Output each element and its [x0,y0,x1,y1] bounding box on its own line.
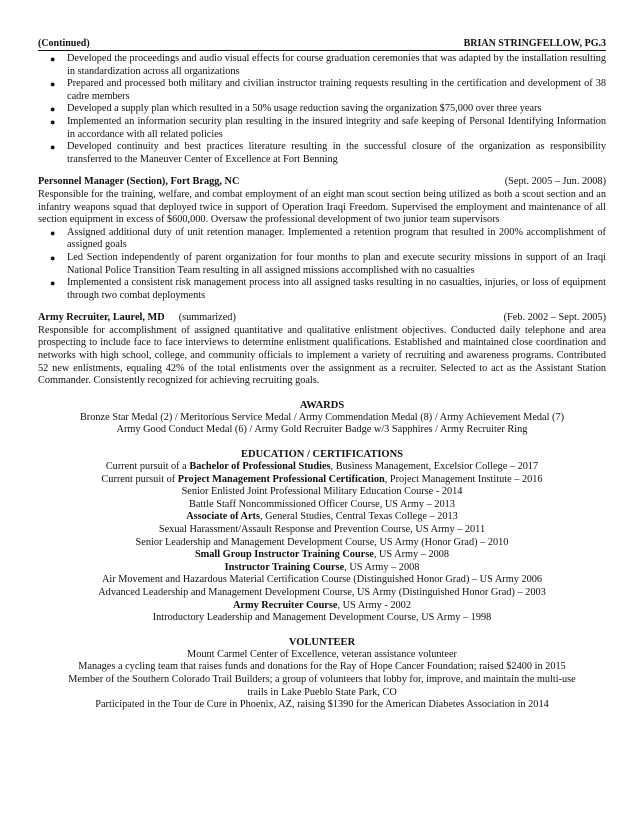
education-list [38,461,606,625]
job1-bullet-list [38,227,606,303]
job-title: Army Recruiter, Laurel, MD (summarized) [38,312,236,324]
job-dates: (Feb. 2002 – Sept. 2005) [503,312,606,324]
education-line: Air Movement and Hazardous Material Certification Course (Distinguished Honor Grad) – US Army 2006 [101,574,543,586]
education-title: EDUCATION / CERTIFICATIONS [240,449,404,461]
list-item: ● Developed a supply plan which resulted in a 50% usage reduction saving the organization $75,000 over three years [50,103,542,115]
education-line: Advanced Leadership and Management Development Course, US Army (Distinguished Honor Grad) – 2003 [98,586,546,598]
job-heading-personnel-manager [38,176,606,189]
bullet-icon: ● [50,227,56,238]
award-line: Bronze Star Medal (2) / Meritorious Service Medal / Army Commendation Medal (8) / Army Achievement Medal (7) [79,411,565,423]
bullet-icon: ● [50,54,56,64]
education-line: Current pursuit of a Bachelor of Professional Studies, Business Management, Excelsior College – 2017 [105,461,539,473]
job-heading-army-recruiter [38,312,606,325]
education-line: Army Recruiter Course, US Army - 2002 [233,599,411,611]
continued-bullet-list [38,53,606,166]
list-item: ● Prepared and processed both military and civilian instructor training requests resulting in the certification and development of 38 cadre members [50,78,606,102]
volunteer-line: Manages a cycling team that raises funds and donations for the Ray of Hope Cancer Foundation; raised $2400 in 2015 [78,661,566,673]
awards-title: AWARDS [299,399,345,411]
volunteer-line: Participated in the Tour de Cure in Phoenix, AZ, raising $1390 for the American Diabetes Association in 2014 [95,699,549,711]
volunteer-title: VOLUNTEER [288,636,356,648]
volunteer-line: Mount Carmel Center of Excellence, veteran assistance volunteer [187,648,457,660]
education-line: Battle Staff Noncommissioned Officer Course, US Army – 2013 [189,498,455,510]
job-description: Responsible for accomplishment of assigned quantitative and qualitative enlistment objectives. Conducted daily telephone and area prospecting to include face to face interviews to determine enlistment qualifications. Established and maintained close coordination and networks with high school, college, and community officials to implement a variety of recruiting and awareness programs. Contributed 52 new enlistments, equaling 42% of the total enlistments over the assignment as a recruiter. Selected to act as the Assistant Station Commander. Consistently recognized for achieving recruiting goals. [38,324,606,387]
bullet-icon: ● [50,104,56,115]
job-dates: (Sept. 2005 – Jun. 2008) [504,176,606,188]
list-item: ● Implemented an information security plan resulting in the insured integrity and safe keeping of Personal Identifying Information in accordance with all related policies [50,115,606,140]
list-item: ● Developed continuity and best practices literature resulting in the successful closure of the organization as responsibility transferred to the Maneuver Center of Excellence at Fort Benning [50,141,606,165]
education-line: Sexual Harassment/Assault Response and Prevention Course, US Army – 2011 [158,524,486,535]
bullet-icon: ● [50,116,56,127]
list-item: ● Developed the proceedings and audio visual effects for course graduation ceremonies that was adapted by the installation resulting in standardization across all organizations [50,53,606,77]
volunteer-line: Member of the Southern Colorado Trail Builders; a group of volunteers that lobby for, improve, and maintain the multi-use [68,673,576,685]
education-line: Instructor Training Course, US Army – 2008 [224,561,420,573]
education-line: Introductory Leadership and Management Development Course, US Army – 1998 [152,612,492,624]
education-line: Current pursuit of Project Management Professional Certification, Project Management Institute – 2016 [101,473,543,485]
education-line: Associate of Arts, General Studies, Central Texas College – 2013 [186,511,458,523]
education-line: Senior Enlisted Joint Professional Military Education Course - 2014 [181,486,463,498]
list-item: ● Led Section independently of parent organization for four months to plan and execute security missions in support of an Iraqi National Police Transition Team resulting in all assigned missions accomplished with no casualties [50,251,606,276]
list-item: ● Assigned additional duty of unit retention manager. Implemented a retention program that resulted in 200% accomplishment of assigned goals [50,226,606,251]
volunteer-line: trails in Lake Pueblo State Park, CO [247,686,397,698]
page-header [38,38,606,51]
education-line: Senior Leadership and Management Development Course, US Army (Honor Grad) – 2010 [135,536,509,548]
job-note: (summarized) [178,312,236,324]
bullet-icon: ● [50,278,56,289]
header-name-page: BRIAN STRINGFELLOW, PG.3 [463,38,606,49]
job-description: Responsible for the training, welfare, and combat employment of an eight man scout section being utilized as both a scout section and an infantry weapons squad that deployed twice in support of Operation Iraqi Freedom. Supervised the employment and maintenance of all section equipment in excess of $600,000. Oversaw the professional development of two junior team supervisors [38,188,606,226]
list-item: ● Implemented a consistent risk management process into all assigned tasks resulting in no casualties, injuries, or loss of equipment through two combat deployments [50,277,606,301]
bullet-icon: ● [50,142,56,153]
bullet-icon: ● [50,252,56,263]
header-continued: (Continued) [38,38,90,49]
award-line: Army Good Conduct Medal (6) / Army Gold Recruiter Badge w/3 Sapphires / Army Recruiter Ring [116,424,528,436]
awards-list [38,412,606,437]
bullet-icon: ● [50,79,56,90]
volunteer-list [38,649,606,712]
job-title: Personnel Manager (Section), Fort Bragg, NC [38,176,240,188]
education-line: Small Group Instructor Training Course, US Army – 2008 [194,549,450,561]
